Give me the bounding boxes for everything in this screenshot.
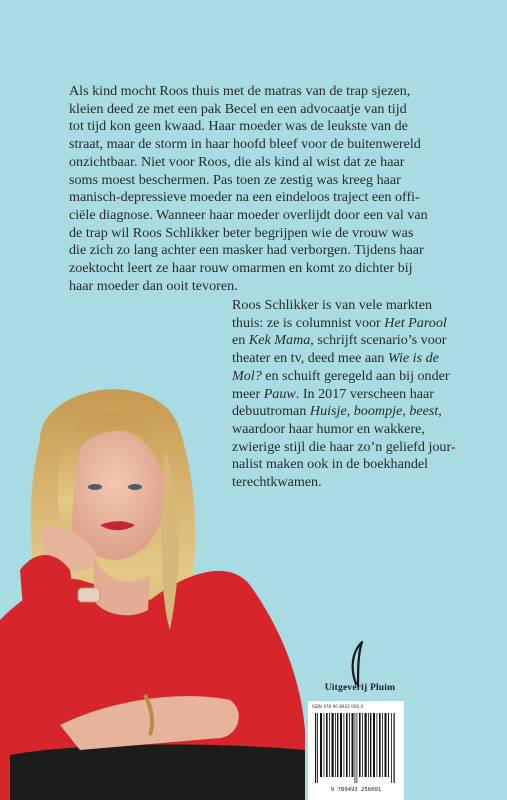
bio-line <box>232 350 467 368</box>
bio-text: en schuift geregeld aan bij onder <box>265 367 450 384</box>
bio-text: theater en tv, deed mee aan <box>232 350 385 367</box>
bio-text: debuutroman <box>232 403 307 420</box>
bio-text: terechtkwamen. <box>232 474 322 491</box>
barcode-icon <box>314 713 396 783</box>
bio-title-kek-mama: Kek Mama <box>248 332 311 349</box>
bio-text: , schrijft scenario’s voor <box>310 332 447 349</box>
blurb-line: zoektocht leert ze haar rouw omarmen en komt zo dichter bij <box>69 260 413 277</box>
publisher-name: Uitgeverij Pluim <box>324 683 396 693</box>
blurb-line: manisch-depressieve moeder na een eindeloos traject een offi- <box>69 189 420 206</box>
bio-text: en <box>232 332 246 349</box>
blurb-line: kleien deed ze met een pak Becel en een advocaatje van tijd <box>69 100 407 117</box>
blurb-line: ciële diagnose. Wanneer haar moeder overlijdt door een val van <box>69 206 428 223</box>
blurb-line: die zich zo lang achter een masker had verborgen. Tijdens haar <box>69 242 424 259</box>
bio-line <box>232 332 467 350</box>
blurb-line: haar moeder dan ooit tevoren. <box>69 277 238 294</box>
bio-text: meer <box>232 385 261 402</box>
blurb-line: soms moest beschermen. Pas toen ze zestig was kreeg haar <box>69 171 401 188</box>
blurb-line: onzichtbaar. Niet voor Roos, die als kind al wist dat ze haar <box>69 153 405 170</box>
bio-text: Roos Schlikker is van vele markten <box>232 297 433 313</box>
blurb-line: Als kind mocht Roos thuis met de matras van de trap sjezen, <box>69 83 411 99</box>
author-photo <box>0 367 320 800</box>
bio-text: waardoor haar humor en wakkere, <box>232 420 425 437</box>
bio-line <box>232 315 467 333</box>
bio-title-debut: Huisje, boompje, beest <box>309 403 439 420</box>
isbn-label: ISBN 978 90 8932 000 0 <box>312 704 364 709</box>
bio-line <box>232 297 467 315</box>
blurb-line: tot tijd kon geen kwaad. Haar moeder was de leukste van de <box>69 118 408 135</box>
bio-title-wie-is-de-mol: Wie is de <box>388 350 439 367</box>
bio-text: nalist maken ook in de boekhandel <box>232 456 429 473</box>
bio-title-wie-is-de-mol: Mol? <box>232 367 262 384</box>
bio-text: . In 2017 verscheen haar <box>295 385 434 402</box>
blurb-text <box>69 83 441 295</box>
bio-text: , <box>438 403 442 420</box>
bio-text: zwierige stijl die haar zo’n geliefd jour- <box>232 438 456 455</box>
barcode-area <box>308 701 404 800</box>
bio-text: thuis: ze is columnist voor <box>232 314 381 331</box>
blurb-line: de trap wil Roos Schlikker beter begrijpen wie de vrouw was <box>69 224 414 241</box>
blurb-line: straat, maar de storm in haar hoofd bleef voor de buitenwereld <box>69 136 421 153</box>
bio-title-pauw: Pauw <box>263 385 296 402</box>
bio-title-het-parool: Het Parool <box>384 314 447 331</box>
isbn-digits: 9 789493 256001 <box>330 787 382 793</box>
